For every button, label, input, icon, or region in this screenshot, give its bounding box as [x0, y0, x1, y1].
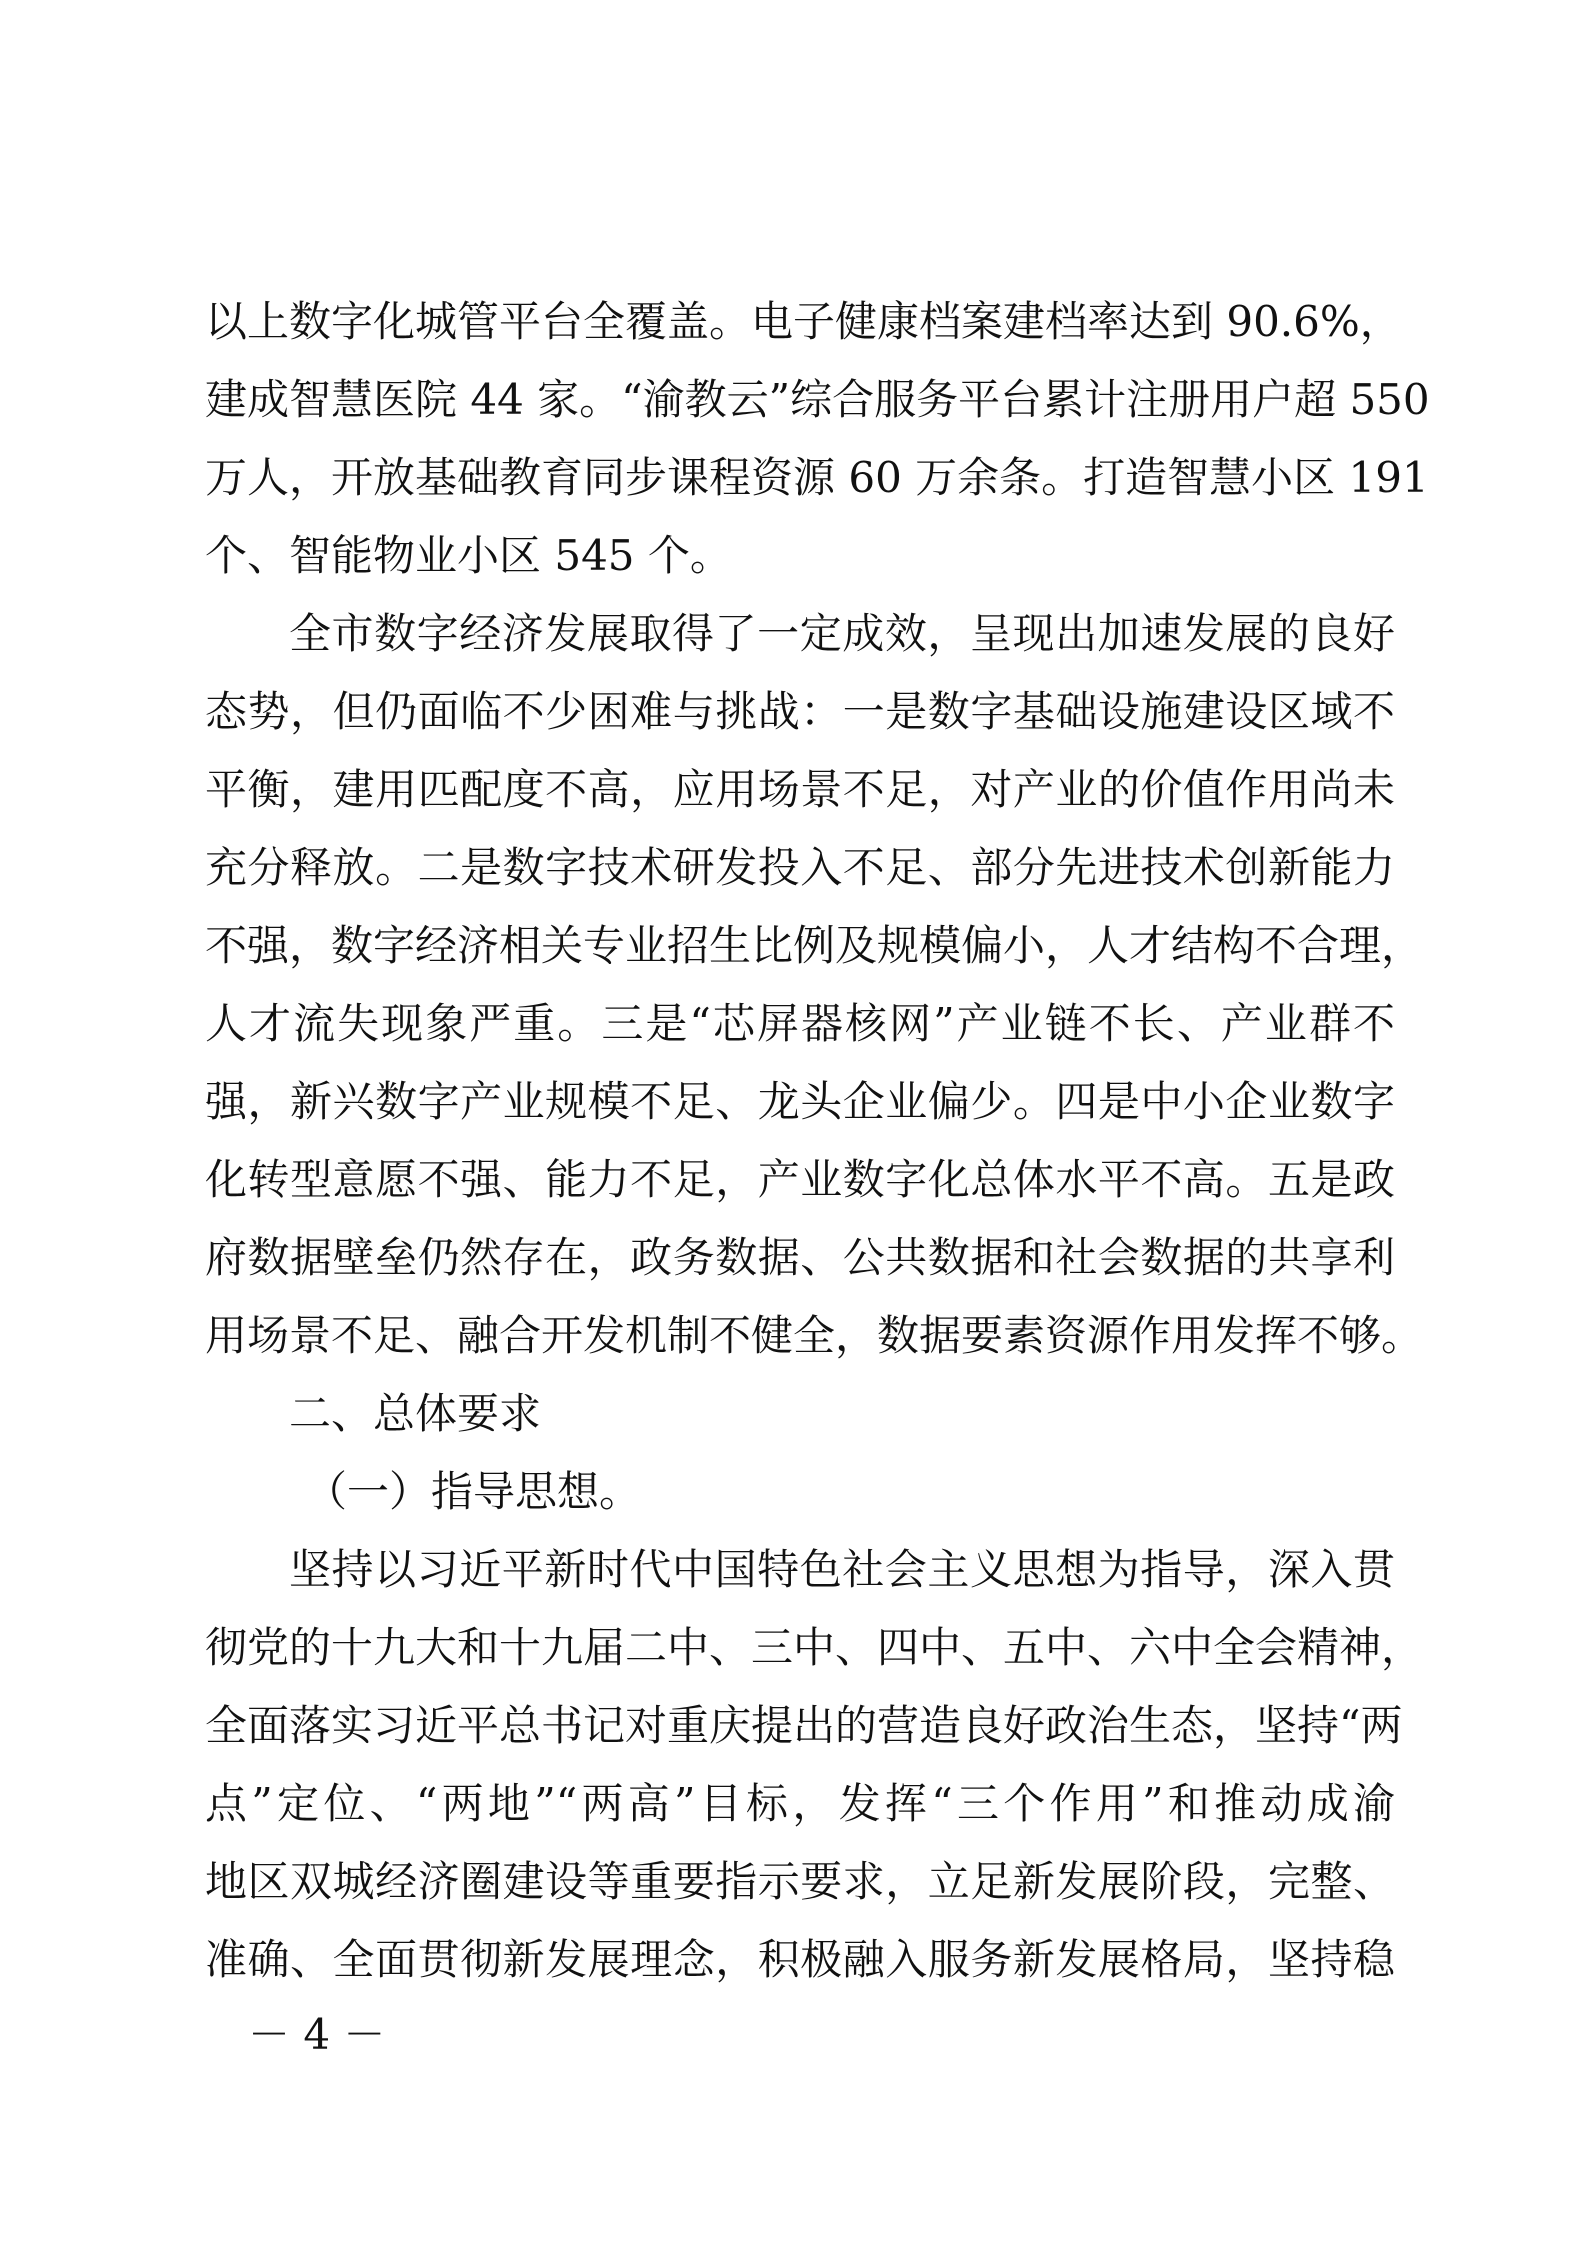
subsection-heading: （一）指导思想。: [305, 1467, 642, 1516]
section-heading: 二、总体要求: [289, 1389, 542, 1438]
page-number: － 4 －: [248, 2010, 386, 2059]
body-text-line: 用场景不足、融合开发机制不健全，数据要素资源作用发挥不够。: [205, 1311, 1424, 1360]
body-text-line: 平衡，建用匹配度不高，应用场景不足，对产业的价值作用尚未: [205, 765, 1395, 814]
body-text-line: 全市数字经济发展取得了一定成效，呈现出加速发展的良好: [289, 609, 1395, 658]
body-text-line: 态势，但仍面临不少困难与挑战：一是数字基础设施建设区域不: [205, 687, 1395, 736]
body-text-line: 个、智能物业小区 545 个。: [205, 531, 732, 580]
body-text-line: 府数据壁垒仍然存在，政务数据、公共数据和社会数据的共享利: [205, 1233, 1395, 1282]
body-text-line: 不强，数字经济相关专业招生比例及规模偏小，人才结构不合理，: [205, 921, 1424, 970]
body-text-line: 强，新兴数字产业规模不足、龙头企业偏少。四是中小企业数字: [205, 1077, 1395, 1126]
body-text-line: 充分释放。二是数字技术研发投入不足、部分先进技术创新能力: [205, 843, 1395, 892]
body-text-line: 建成智慧医院 44 家。“渝教云”综合服务平台累计注册用户超 550: [205, 375, 1430, 424]
body-text-line: 点”定位、“两地”“两高”目标，发挥“三个作用”和推动成渝: [205, 1779, 1395, 1828]
body-text-line: 以上数字化城管平台全覆盖。电子健康档案建档率达到 90.6%，: [205, 297, 1402, 346]
body-text-line: 化转型意愿不强、能力不足，产业数字化总体水平不高。五是政: [205, 1155, 1395, 1204]
body-text-line: 万人，开放基础教育同步课程资源 60 万余条。打造智慧小区 191: [205, 453, 1429, 502]
document-body: [205, 283, 1430, 1999]
body-text-line: 全面落实习近平总书记对重庆提出的营造良好政治生态，坚持“两: [205, 1701, 1403, 1750]
body-text-line: 坚持以习近平新时代中国特色社会主义思想为指导，深入贯: [289, 1545, 1395, 1594]
body-text-line: 人才流失现象严重。三是“芯屏器核网”产业链不长、产业群不: [205, 999, 1395, 1048]
body-text-line: 彻党的十九大和十九届二中、三中、四中、五中、六中全会精神，: [205, 1623, 1424, 1672]
body-text-line: 准确、全面贯彻新发展理念，积极融入服务新发展格局，坚持稳: [205, 1935, 1395, 1984]
body-text-line: 地区双城经济圈建设等重要指示要求，立足新发展阶段，完整、: [205, 1857, 1395, 1906]
